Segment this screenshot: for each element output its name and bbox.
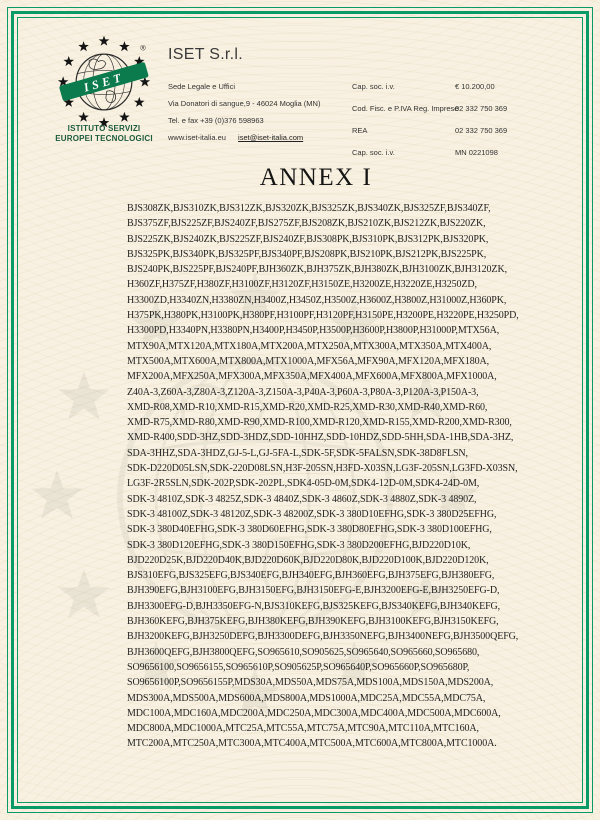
code-line: MTX500A,MTX600A,MTX800A,MTX1000A,MFX56A,MFX90A,MFX120A,MFX180A, — [127, 355, 490, 367]
code-line: BJS225ZK,BJS240ZK,BJS225ZF,BJS240ZF,BJS308PK,BJS310PK,BJS312PK,BJS320PK, — [127, 233, 489, 245]
company-name: ISET S.r.l. — [168, 46, 244, 63]
globe-stars-icon — [45, 30, 163, 134]
email-link[interactable]: iset@iset-italia.com — [238, 133, 304, 142]
registry-label: REA — [352, 126, 368, 135]
code-line: XMD-R08,XMD-R10,XMD-R15,XMD-R20,XMD-R25,XMD-R30,XMD-R40,XMD-R60, — [127, 401, 488, 413]
registered-mark: ® — [140, 43, 146, 53]
code-line: BJH3300EFG-D,BJH3350EFG-N,BJS310KEFG,BJS325KEFG,BJS340KEFG,BJH340KEFG, — [127, 600, 501, 612]
code-line: MFX200A,MFX250A,MFX300A,MFX350A,MFX400A,MFX600A,MFX800A,MFX1000A, — [127, 371, 497, 383]
code-line: BJS240PK,BJS225PF,BJS240PF,BJH360ZK,BJH375ZK,BJH380ZK,BJH3100ZK,BJH3120ZK, — [127, 264, 507, 276]
code-line: H3300PD,H3340PN,H3380PN,H3400P,H3450P,H3500P,H3600P,H3800P,H31000P,MTX56A, — [127, 325, 500, 337]
page-title: ANNEX I — [259, 164, 373, 191]
code-line: SDK-D220D05LSN,SDK-220D08LSN,H3F-205SN,H3FD-X03SN,LG3F-205SN,LG3FD-X03SN, — [127, 463, 518, 475]
code-line: BJH3200KEFG,BJH3250DEFG,BJH3300DEFG,BJH3350NEFG,BJH3400NEFG,BJH3500QEFG, — [127, 631, 519, 643]
iset-ribbon — [59, 62, 149, 102]
code-line: MTC200A,MTC250A,MTC300A,MTC400A,MTC500A,MTC600A,MTC800A,MTC1000A. — [127, 738, 497, 750]
code-line: BJH390EFG,BJH3100EFG,BJH3150EFG,BJH3150EFG-E,BJH3200EFG-E,BJH3250EFG-D, — [127, 585, 500, 597]
website-text: www.iset-italia.eu — [168, 133, 226, 142]
product-code-list — [127, 201, 519, 752]
address-line: Tel. e fax +39 (0)376 598963 — [168, 116, 264, 125]
code-line: BJH360KEFG,BJH375KEFG,BJH380KEFG,BJH390KEFG,BJH3100KEFG,BJH3150KEFG, — [127, 616, 499, 628]
registry-value: 02 332 750 369 — [455, 104, 508, 113]
contact-line — [168, 133, 303, 142]
code-line: SO9656100P,SO9656155P,MDS30A,MDS50A,MDS75A,MDS100A,MDS150A,MDS200A, — [127, 677, 494, 689]
code-line: SDA-3HHZ,SDA-3HDZ,GJ-5-L,GJ-5FA-L,SDK-5F,SDK-5FALSN,SDK-38D8FLSN, — [127, 447, 468, 459]
logo-acronym: ISET — [82, 69, 127, 95]
code-line: Z40A-3,Z60A-3,Z80A-3,Z120A-3,Z150A-3,P40A-3,P60A-3,P80A-3,P120A-3,P150A-3, — [127, 386, 479, 398]
code-line: BJH3600QEFG,BJH3800QEFG,SO965610,SO905625,SO965640,SO965660,SO965680, — [127, 646, 480, 658]
registry-label: Cap. soc. i.v. — [352, 82, 395, 91]
registry-value: € 10.200,00 — [455, 82, 495, 91]
address-line: Sede Legale e Uffici — [168, 82, 235, 91]
code-line: MDS300A,MDS500A,MDS600A,MDS800A,MDS1000A,MDC25A,MDC55A,MDC75A, — [127, 692, 486, 704]
registry-label: Cod. Fisc. e P.IVA Reg. Imprese — [352, 104, 459, 113]
iset-globe-logo — [45, 30, 163, 139]
address-line: Via Donatori di sangue,9 - 46024 Moglia (MN) — [168, 99, 321, 108]
code-line: BJS308ZK,BJS310ZK,BJS312ZK,BJS320ZK,BJS325ZK,BJS340ZK,BJS325ZF,BJS340ZF, — [127, 203, 491, 214]
code-line: MTX90A,MTX120A,MTX180A,MTX200A,MTX250A,MTX300A,MTX350A,MTX400A, — [127, 340, 492, 352]
code-line: SO9656100,SO9656155,SO965610P,SO905625P,SO965640P,SO965660P,SO965680P, — [127, 661, 470, 673]
logo-caption-line1: ISTITUTO SERVIZI — [67, 124, 141, 133]
code-line: XMD-R400,SDD-3HZ,SDD-3HDZ,SDD-10HHZ,SDD-10HDZ,SDD-5HH,SDA-1HB,SDA-3HZ, — [127, 432, 514, 444]
code-line: SDK-3 380D120EFHG,SDK-3 380D150EFHG,SDK-3 380D200EFHG,BJD220D10K, — [127, 539, 471, 551]
code-line: H3300ZD,H3340ZN,H3380ZN,H3400Z,H3450Z,H3500Z,H3600Z,H3800Z,H31000Z,H360PK, — [127, 294, 507, 306]
code-line: BJS310EFG,BJS325EFG,BJS340EFG,BJH340EFG,BJH360EFG,BJH375EFG,BJH380EFG, — [127, 570, 495, 582]
code-line: H375PK,H380PK,H3100PK,H380PF,H3100PF,H3120PF,H3150PE,H3200PE,H3220PE,H3250PD, — [127, 310, 519, 322]
registry-value: MN 0221098 — [455, 148, 498, 157]
code-line: SDK-3 48100Z,SDK-3 48120Z,SDK-3 48200Z,SDK-3 380D10EFHG,SDK-3 380D25EFHG, — [127, 508, 497, 520]
code-line: LG3F-2R5SLN,SDK-202P,SDK-202PL,SDK4-05D-0M,SDK4-12D-0M,SDK4-24D-0M, — [127, 478, 480, 490]
code-line: BJS375ZF,BJS225ZF,BJS240ZF,BJS275ZF,BJS208ZK,BJS210ZK,BJS212ZK,BJS220ZK, — [127, 218, 486, 230]
logo-caption — [22, 124, 186, 144]
code-line: MDC800A,MDC1000A,MTC25A,MTC55A,MTC75A,MTC90A,MTC110A,MTC160A, — [127, 723, 479, 735]
code-line: BJD220D25K,BJD220D40K,BJD220D60K,BJD220D80K,BJD220D100K,BJD220D120K, — [127, 554, 489, 566]
code-line: H360ZF,H375ZF,H380ZF,H3100ZF,H3120ZF,H3150ZE,H3200ZE,H3220ZE,H3250ZD, — [127, 279, 477, 291]
registry-value: 02 332 750 369 — [455, 126, 508, 135]
registry-label: Cap. soc. i.v. — [352, 148, 395, 157]
code-line: MDC100A,MDC160A,MDC200A,MDC250A,MDC300A,MDC400A,MDC500A,MDC600A, — [127, 707, 501, 719]
logo-caption-line2: EUROPEI TECNOLOGICI — [55, 134, 153, 143]
code-line: BJS325PK,BJS340PK,BJS325PF,BJS340PF,BJS208PK,BJS210PK,BJS212PK,BJS225PK, — [127, 248, 487, 260]
code-line: SDK-3 4810Z,SDK-3 4825Z,SDK-3 4840Z,SDK-3 4860Z,SDK-3 4880Z,SDK-3 4890Z, — [127, 493, 477, 505]
code-line: SDK-3 380D40EFHG,SDK-3 380D60EFHG,SDK-3 380D80EFHG,SDK-3 380D100EFHG, — [127, 524, 492, 536]
code-line: XMD-R75,XMD-R80,XMD-R90,XMD-R100,XMD-R120,XMD-R155,XMD-R200,XMD-R300, — [127, 417, 512, 429]
